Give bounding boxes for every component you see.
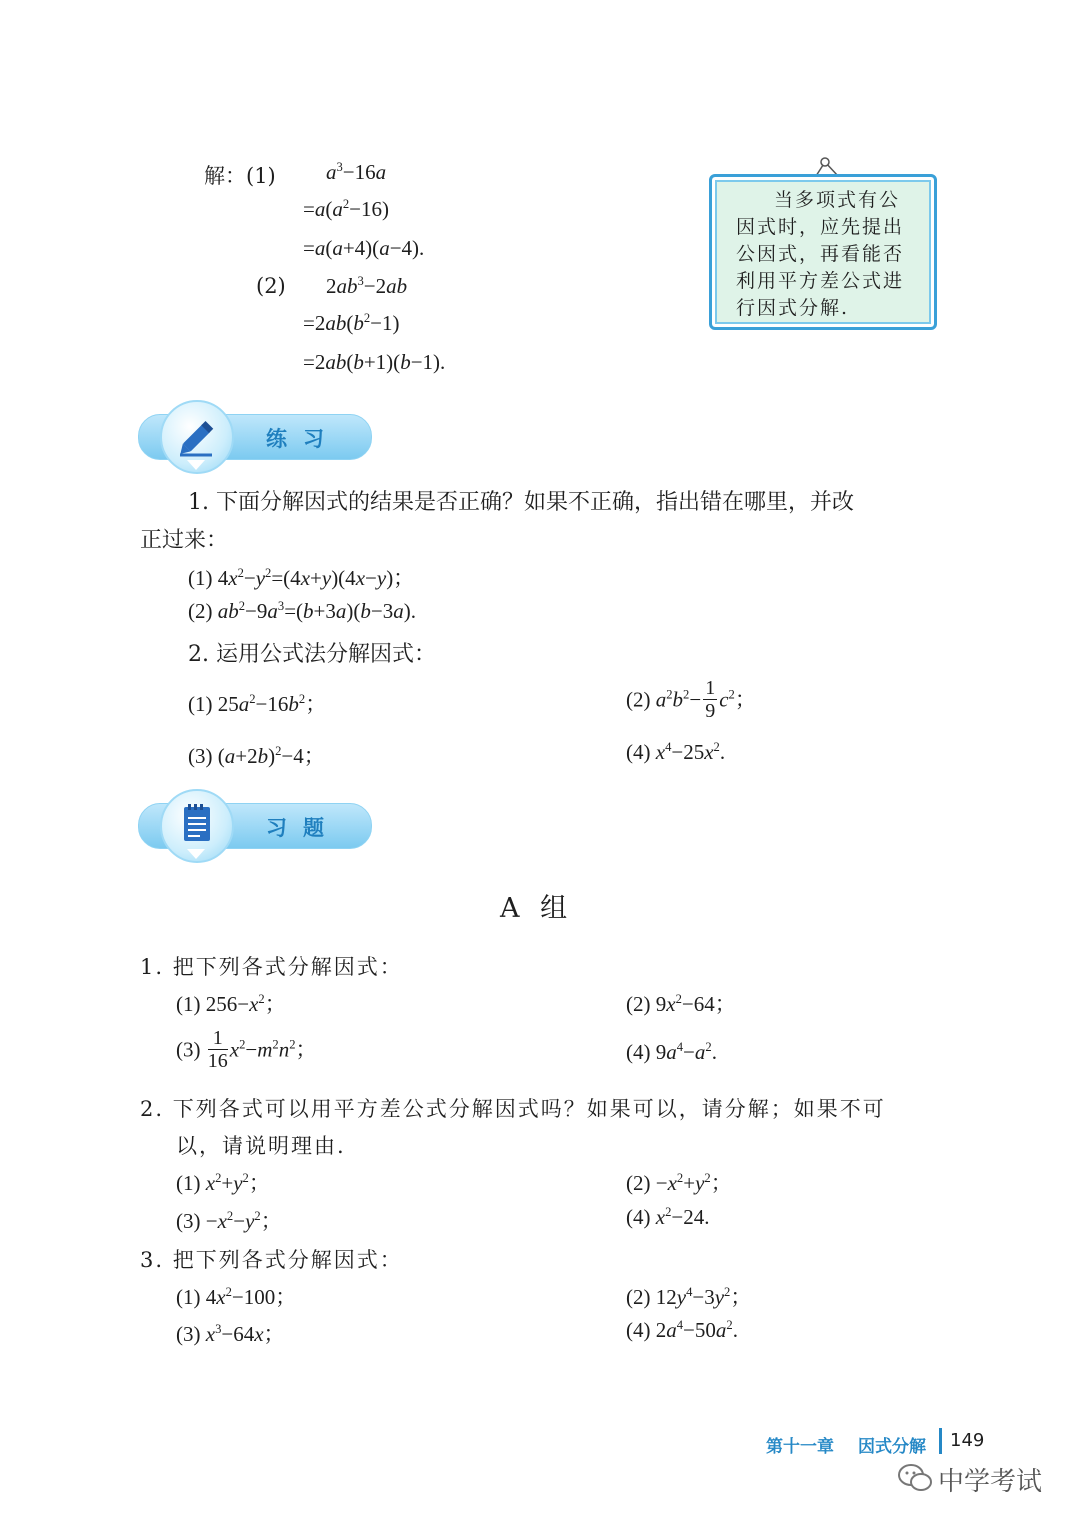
exercise-q3-item4: (4) $2a^4-50a^2$. xyxy=(626,1318,738,1342)
exercises-header-label: 习题 xyxy=(266,816,340,840)
exercise-q3-prompt: 3. 把下列各式分解因式： xyxy=(140,1248,403,1272)
watermark-text: 中学考试 xyxy=(938,1467,1043,1497)
exercise-q2-item4: (4) $x^2-24$. xyxy=(626,1205,710,1229)
practice-q1-item1: (1) $4x^2-y^2=(4x+y)(4x-y)$； xyxy=(188,566,415,590)
practice-q2-item1: (1) $25a^2-16b^2$； xyxy=(188,692,327,716)
practice-q2-item2: (2) $a^2b^2-$ $\frac{1}{9}$ $c^2$； xyxy=(626,677,756,722)
group-title: A 组 xyxy=(500,893,574,924)
practice-q2-item3: (3) $(a+2b)^2-4$； xyxy=(188,744,325,768)
exercise-q3-item2: (2) $12y^4-3y^2$； xyxy=(626,1285,752,1309)
exercise-q1-item4: (4) $9a^4-a^2$. xyxy=(626,1040,717,1064)
solution-label: 解：(1) xyxy=(204,164,276,188)
solution-p2-line3: =2ab(b+1)(b−1). xyxy=(303,350,446,374)
note-box xyxy=(709,174,937,330)
exercise-q2-line2: 以，请说明理由. xyxy=(176,1134,346,1158)
exercises-arrow-icon xyxy=(187,849,205,861)
note-text: 当多项式有公因式时，应先提出公因式，再看能否利用平方差公式进行因式分解. xyxy=(736,189,905,319)
practice-q1-line1: 1. 下面分解因式的结果是否正确？如果不正确，指出错在哪里，并改 xyxy=(188,490,854,515)
exercise-q2-line1: 2. 下列各式可以用平方差公式分解因式吗？如果可以，请分解；如果不可 xyxy=(140,1097,886,1121)
exercise-q2-item1: (1) $x^2+y^2$； xyxy=(176,1171,270,1195)
practice-q1-line2: 正过来： xyxy=(140,528,229,553)
practice-arrow-icon xyxy=(187,460,205,472)
exercise-q3-item3: (3) $x^3-64x$； xyxy=(176,1322,285,1346)
practice-header-label: 练习 xyxy=(266,427,340,451)
solution-p1-line2: $=a(a^2-16)$ xyxy=(303,197,389,221)
footer-chapter: 第十一章 xyxy=(766,1437,834,1457)
solution-p1-line3: =a(a+4)(a−4). xyxy=(303,236,425,260)
exercise-q1-prompt: 1. 把下列各式分解因式： xyxy=(140,955,403,979)
exercise-q1-item3: (3) $\frac{1}{16}$ $x^2-m^2n^2$； xyxy=(176,1027,317,1072)
exercise-q2-item3: $(3) -x^2-y^2$； xyxy=(176,1209,282,1233)
solution-p1-line1: $a^3-16a$ xyxy=(326,160,387,184)
solution-p2-num: (2) xyxy=(256,274,286,298)
practice-q2-item4: (4) $x^4-25x^2$. xyxy=(626,740,726,764)
practice-q2-prompt: 2. 运用公式法分解因式： xyxy=(188,642,436,667)
solution-p2-line2: $=2ab(b^2-1)$ xyxy=(303,311,400,335)
exercise-q1-item1: (1) $256-x^2$； xyxy=(176,992,286,1016)
exercise-q2-item2: $(2) -x^2+y^2$； xyxy=(626,1171,732,1195)
practice-q1-item2: (2) $ab^2-9a^3=(b+3a)(b-3a)$. xyxy=(188,599,416,623)
footer-divider xyxy=(939,1428,942,1454)
wechat-icon xyxy=(896,1462,934,1494)
exercise-q1-item2: (2) $9x^2-64$； xyxy=(626,992,736,1016)
solution-p2-line1: $2ab^3-2ab$ xyxy=(326,274,408,298)
page-number: 149 xyxy=(950,1430,985,1451)
exercise-q3-item1: (1) $4x^2-100$； xyxy=(176,1285,297,1309)
footer-section: 因式分解 xyxy=(858,1437,926,1457)
